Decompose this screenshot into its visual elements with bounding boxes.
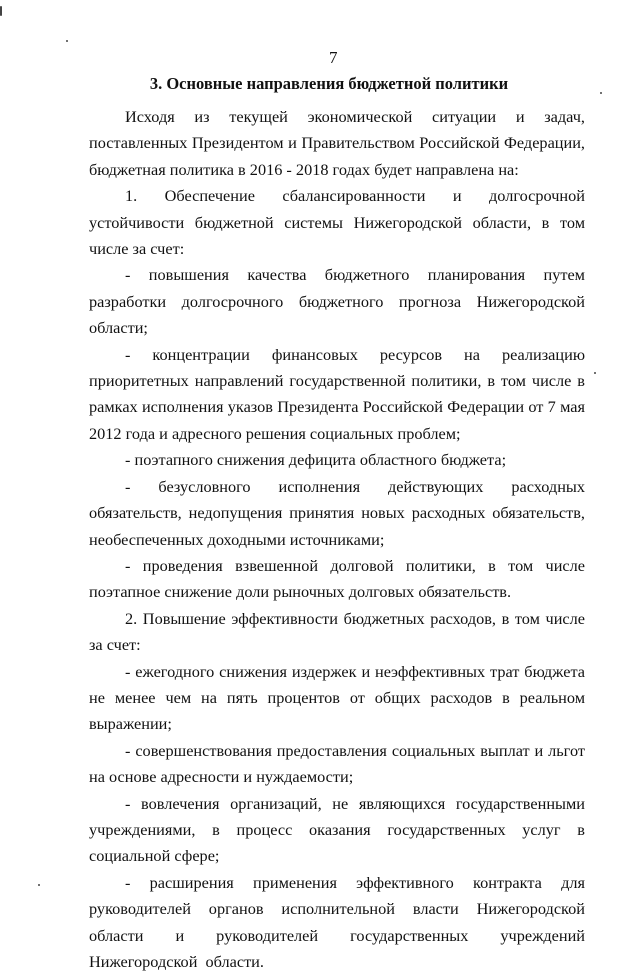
paragraph-subitem: - концентрации финансовых ресурсов на реализацию приоритетных направлений государственной политики, в том числе в рамках исполнения указов Президента Российской Федерации от 7 мая 2012 года и адресного решения социальных проблем;	[89, 344, 585, 443]
paragraph-subitem: - повышения качества бюджетного планирования путем разработки долгосрочного бюджетного прогноза Нижегородской области;	[89, 265, 585, 338]
scan-speck	[600, 92, 602, 94]
paragraph-item-1: 1. Обеспечение сбалансированности и долгосрочной устойчивости бюджетной системы Нижегородской области, в том числе за счет:	[89, 186, 585, 259]
paragraph-subitem: - совершенствования предоставления социальных выплат и льгот на основе адресности и нуждаемости;	[89, 740, 585, 787]
section-heading: 3. Основные направления бюджетной политики	[149, 74, 509, 93]
document-body	[89, 104, 585, 975]
paragraph-subitem: - вовлечения организаций, не являющихся государственными учреждениями, в процесс оказания государственных услуг в социальной сфере;	[89, 793, 585, 866]
paragraph-subitem: - проведения взвешенной долговой политики, в том числе поэтапное снижение доли рыночных долговых обязательств.	[89, 555, 585, 602]
page-number: 7	[329, 48, 338, 67]
paragraph-subitem: - безусловного исполнения действующих расходных обязательств, недопущения принятия новых расходных обязательств, необеспеченных доходными источниками;	[89, 476, 585, 549]
scan-mark	[0, 6, 2, 16]
paragraph-intro: Исходя из текущей экономической ситуации и задач, поставленных Президентом и Правительством Российской Федерации, бюджетная политика в 2016 - 2018 годах будет направлена на:	[89, 107, 585, 179]
paragraph-subitem: - расширения применения эффективного контракта для руководителей органов исполнительной власти Нижегородской области и руководителей государственных учреждений Нижегородской области.	[89, 872, 585, 971]
scan-speck	[66, 40, 68, 42]
paragraph-subitem: - ежегодного снижения издержек и неэффективных трат бюджета не менее чем на пять процентов от общих расходов в реальном выражении;	[89, 661, 585, 734]
paragraph-item-2: 2. Повышение эффективности бюджетных расходов, в том числе за счет:	[89, 608, 585, 655]
scan-speck	[38, 884, 40, 886]
scan-speck	[594, 372, 596, 374]
paragraph-subitem: - поэтапного снижения дефицита областного бюджета;	[125, 450, 507, 470]
